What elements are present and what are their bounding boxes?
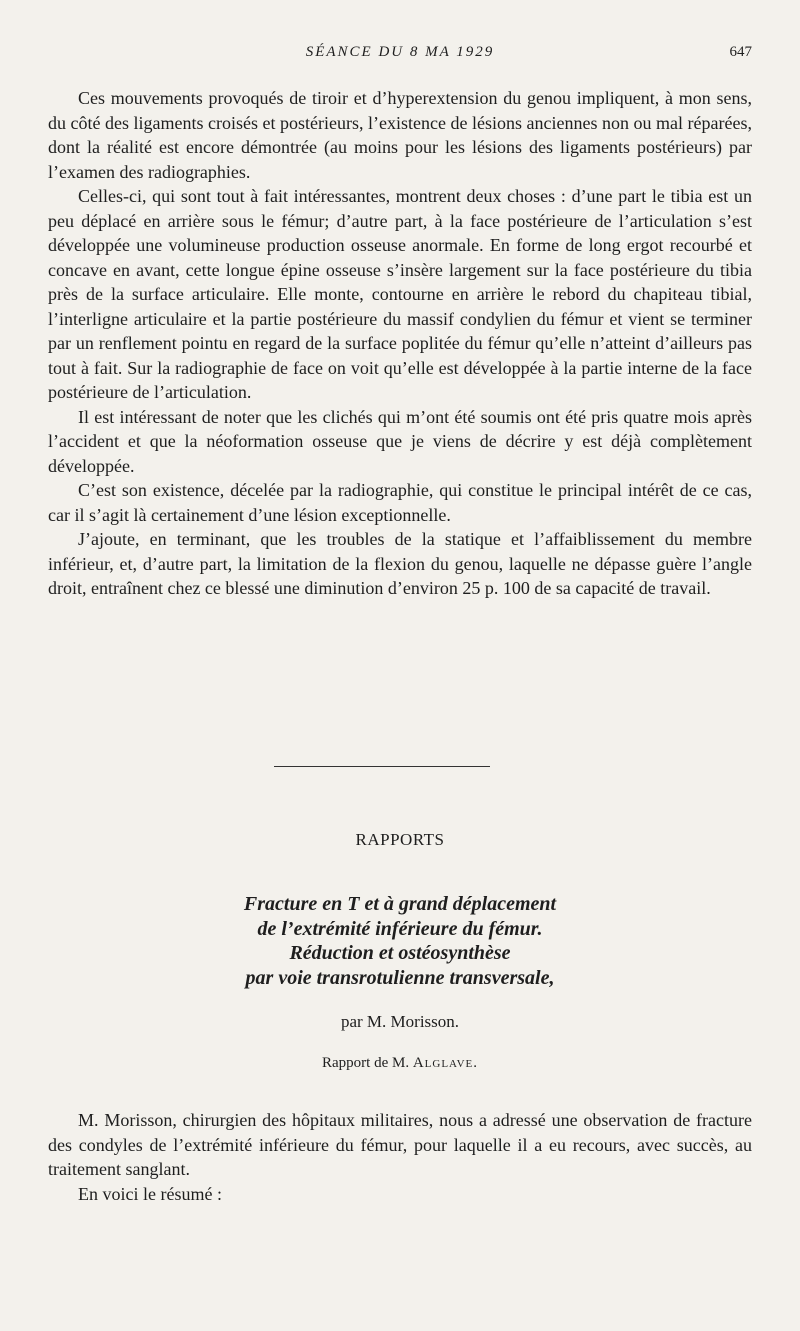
paragraph: M. Morisson, chirurgien des hôpitaux militaires, nous a adressé une observation de fracture des condyles de l’extrémité inférieure du fémur, pour laquelle il a eu recours, avec succès, au traitement sanglant. [48, 1110, 752, 1179]
paragraph: Celles-ci, qui sont tout à fait intéressantes, montrent deux choses : d’une part le tibia est un peu déplacé en arrière sous le fémur; d’autre part, à la face postérieure de l’articulation s’est développée une volumineuse production osseuse anormale. En forme de long ergot recourbé et concave en avant, cette longue épine osseuse s’insère largement sur la face postérieure du tibia près de la surface articulaire. Elle monte, contourne en arrière le rebord du chapiteau tibial, l’interligne articulaire et la partie postérieure du massif condylien du fémur et vient se terminer par un renflement pointu en regard de la surface poplitée du fémur qu’elle n’atteint d’ailleurs pas tout à fait. Sur la radiographie de face on voit qu’elle est développée à la partie interne de la face postérieure de l’articulation. [48, 186, 752, 402]
running-head [48, 44, 752, 64]
running-head-title: SÉANCE DU 8 MA 1929 [305, 44, 495, 60]
reporter-name: Alglave. [412, 1055, 478, 1071]
article-title-line: par voie transrotulienne transversale, [245, 966, 555, 989]
report-attribution [0, 1055, 800, 1072]
byline: par M. Morisson. [340, 1012, 460, 1031]
page-number: 647 [729, 44, 752, 60]
article-title-line: Réduction et ostéosynthèse [289, 942, 511, 964]
section-heading: RAPPORTS [355, 830, 445, 849]
body-text-bottom [48, 1108, 752, 1206]
paragraph: Il est intéressant de noter que les clichés qui m’ont été soumis ont été pris quatre mois après l’accident et que la néoformation osseuse que je viens de décrire y est déjà complètement développée. [48, 406, 752, 476]
report-prefix: Rapport de M. [322, 1055, 413, 1071]
body-text-top [48, 86, 752, 601]
section-divider [274, 766, 490, 767]
article-title-line: Fracture en T et à grand déplacement [243, 893, 557, 915]
paragraph: C’est son existence, décelée par la radiographie, qui constitue le principal intérêt de ce cas, car il s’agit là certainement d’une lésion exceptionnelle. [48, 480, 752, 525]
paragraph: Ces mouvements provoqués de tiroir et d’hyperextension du genou impliquent, à mon sens, du côté des ligaments croisés et postérieurs, l’existence de lésions anciennes non ou mal réparées, dont la réalité est encore démontrée (au moins pour les lésions des ligaments postérieurs) par l’examen des radiographies. [48, 88, 752, 182]
article-title [0, 892, 800, 990]
article-title-line: de l’extrémité inférieure du fémur. [257, 917, 543, 940]
paragraph: En voici le résumé : [78, 1183, 222, 1204]
paragraph: J’ajoute, en terminant, que les troubles de la statique et l’affaiblissement du membre inférieur, et, d’autre part, la limitation de la flexion du genou, laquelle ne dépasse guère l’angle droit, entraînent chez ce blessé une diminution d’environ 25 p. 100 de sa capacité de travail. [48, 529, 752, 598]
